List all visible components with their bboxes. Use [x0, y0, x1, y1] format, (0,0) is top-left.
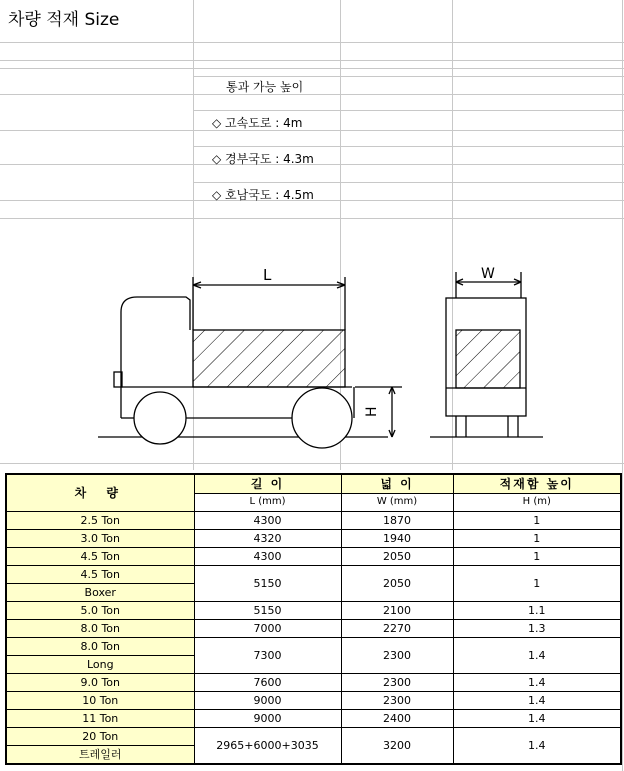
width-value: 2300 [341, 692, 453, 710]
table-row [6, 566, 621, 584]
height-value: 1 [453, 566, 621, 602]
length-value: 4300 [194, 512, 341, 530]
length-value: 5150 [194, 566, 341, 602]
width-value: 1940 [341, 530, 453, 548]
vehicle-name: 4.5 Ton [6, 566, 194, 584]
vehicle-size-table [5, 473, 622, 765]
length-value: 4320 [194, 530, 341, 548]
table-row [6, 530, 621, 548]
width-label: W [481, 266, 495, 282]
height-value: 1 [453, 548, 621, 566]
height-value: 1 [453, 512, 621, 530]
length-value: 2965+6000+3035 [194, 728, 341, 765]
vehicle-name: 8.0 Ton [6, 620, 194, 638]
width-value: 2300 [341, 674, 453, 692]
vehicle-name: 11 Ton [6, 710, 194, 728]
header-vehicle: 차 량 [6, 474, 194, 512]
vehicle-name: 4.5 Ton [6, 548, 194, 566]
pass-height-highway: ◇ 고속도로 : 4m [212, 116, 303, 130]
vehicle-subname: Boxer [6, 584, 194, 602]
table-row [6, 638, 621, 656]
unit-length: L (mm) [194, 493, 341, 512]
header-height: 적재함 높이 [453, 474, 621, 493]
length-label: L [263, 266, 272, 284]
height-value: 1.4 [453, 710, 621, 728]
height-value: 1.4 [453, 728, 621, 765]
unit-height: H (m) [453, 493, 621, 512]
page-title: 차량 적재 Size [8, 10, 120, 30]
length-value: 7600 [194, 674, 341, 692]
table-row [6, 692, 621, 710]
width-value: 2050 [341, 566, 453, 602]
pass-height-gyeongbu: ◇ 경부국도 : 4.3m [212, 152, 314, 166]
width-value: 3200 [341, 728, 453, 765]
height-value: 1.4 [453, 674, 621, 692]
header-width: 넓 이 [341, 474, 453, 493]
table-row [6, 674, 621, 692]
width-value: 2400 [341, 710, 453, 728]
height-value: 1.1 [453, 602, 621, 620]
width-value: 1870 [341, 512, 453, 530]
length-value: 7000 [194, 620, 341, 638]
vehicle-name: 3.0 Ton [6, 530, 194, 548]
vehicle-name: 9.0 Ton [6, 674, 194, 692]
table-row [6, 548, 621, 566]
vehicle-name: 10 Ton [6, 692, 194, 710]
length-value: 4300 [194, 548, 341, 566]
vehicle-name: 20 Ton [6, 728, 194, 746]
table-row [6, 728, 621, 746]
table-row [6, 620, 621, 638]
table-row [6, 710, 621, 728]
height-value: 1.3 [453, 620, 621, 638]
vehicle-subname: Long [6, 656, 194, 674]
width-value: 2050 [341, 548, 453, 566]
pass-height-honam: ◇ 호남국도 : 4.5m [212, 188, 314, 202]
header-length: 길 이 [194, 474, 341, 493]
vehicle-name: 8.0 Ton [6, 638, 194, 656]
vehicle-name: 5.0 Ton [6, 602, 194, 620]
height-label: H [364, 406, 380, 417]
height-value: 1.4 [453, 692, 621, 710]
vehicle-name: 2.5 Ton [6, 512, 194, 530]
height-value: 1 [453, 530, 621, 548]
pass-height-heading: 통과 가능 높이 [226, 80, 304, 94]
unit-width: W (mm) [341, 493, 453, 512]
length-value: 9000 [194, 710, 341, 728]
width-value: 2100 [341, 602, 453, 620]
length-value: 5150 [194, 602, 341, 620]
table-header-row [6, 474, 621, 493]
vehicle-subname: 트레일러 [6, 746, 194, 765]
height-value: 1.4 [453, 638, 621, 674]
width-value: 2300 [341, 638, 453, 674]
table-row [6, 512, 621, 530]
length-value: 9000 [194, 692, 341, 710]
width-value: 2270 [341, 620, 453, 638]
table-row [6, 602, 621, 620]
length-value: 7300 [194, 638, 341, 674]
